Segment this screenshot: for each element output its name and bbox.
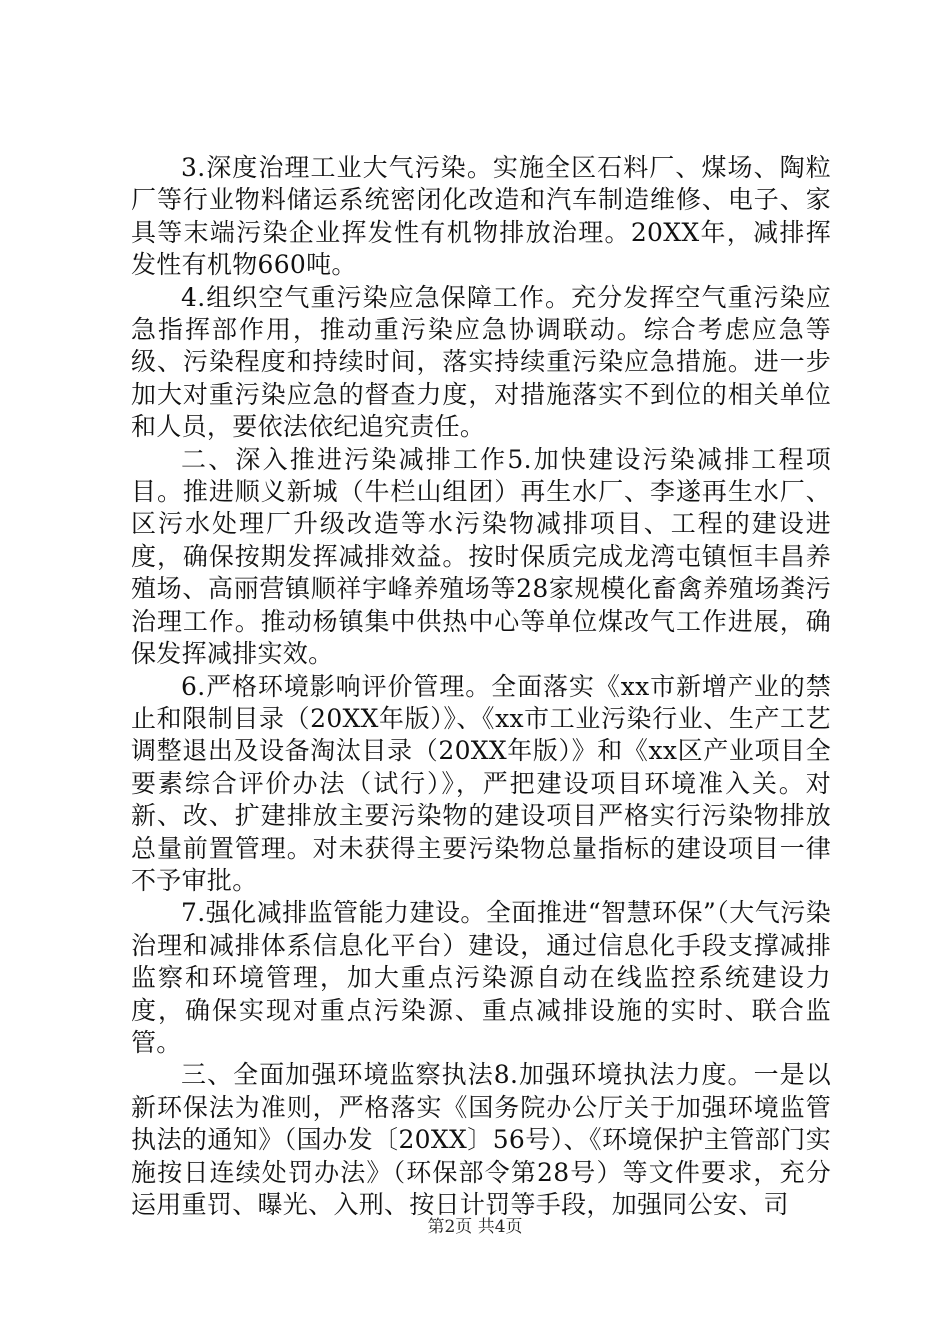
paragraph-item-4-emergency: 4.组织空气重污染应急保障工作。充分发挥空气重污染应急指挥部作用，推动重污染应急协调联动。综合考虑应急等级、污染程度和持续时间，落实持续重污染应急措施。进一步加大对重污染应急的督查力度，对措施落实不到位的相关单位和人员，要依法依纪追究责任。 bbox=[131, 282, 831, 442]
paragraph-section-2-emission-reduction: 二、深入推进污染减排工作5.加快建设污染减排工程项目。推进顺义新城（牛栏山组团）再生水厂、李遂再生水厂、区污水处理厂升级改造等水污染物减排项目、工程的建设进度，确保按期发挥减排效益。按时保质完成龙湾屯镇恒丰昌养殖场、高丽营镇顺祥宇峰养殖场等28家规模化畜禽养殖场粪污治理工作。推动杨镇集中供热中心等单位煤改气工作进展，确保发挥减排实效。 bbox=[131, 444, 831, 669]
paragraph-section-3-enforcement: 三、全面加强环境监察执法8.加强环境执法力度。一是以新环保法为准则，严格落实《国务院办公厅关于加强环境监管执法的通知》（国办发〔20XX〕56号）、《环境保护主管部门实施按日连续处罚办法》（环保部令第28号）等文件要求，充分运用重罚、曝光、入刑、按日计罚等手段，加强同公安、司 bbox=[131, 1060, 831, 1219]
document-body bbox=[131, 152, 831, 1221]
paragraph-item-7-supervision-capacity: 7.强化减排监管能力建设。全面推进“智慧环保”（大气污染治理和减排体系信息化平台）建设，通过信息化手段支撑减排监察和环境管理，加大重点污染源自动在线监控系统建设力度，确保实现对重点污染源、重点减排设施的实时、联合监管。 bbox=[131, 898, 831, 1057]
page-number-footer: 第2页 共4页 bbox=[427, 1217, 523, 1237]
paragraph-item-3-air-pollution: 3.深度治理工业大气污染。实施全区石料厂、煤场、陶粒厂等行业物料储运系统密闭化改造和汽车制造维修、电子、家具等末端污染企业挥发性有机物排放治理。20XX年，减排挥发性有机物660吨。 bbox=[131, 153, 831, 280]
paragraph-item-6-eia-management: 6.严格环境影响评价管理。全面落实《xx市新增产业的禁止和限制目录（20XX年版）》、《xx市工业污染行业、生产工艺调整退出及设备淘汰目录（20XX年版）》和《xx区产业项目全要素综合评价办法（试行）》，严把建设项目环境准入关。对新、改、扩建排放主要污染物的建设项目严格实行污染物排放总量前置管理。对未获得主要污染物总量指标的建设项目一律不予审批。 bbox=[131, 671, 831, 895]
